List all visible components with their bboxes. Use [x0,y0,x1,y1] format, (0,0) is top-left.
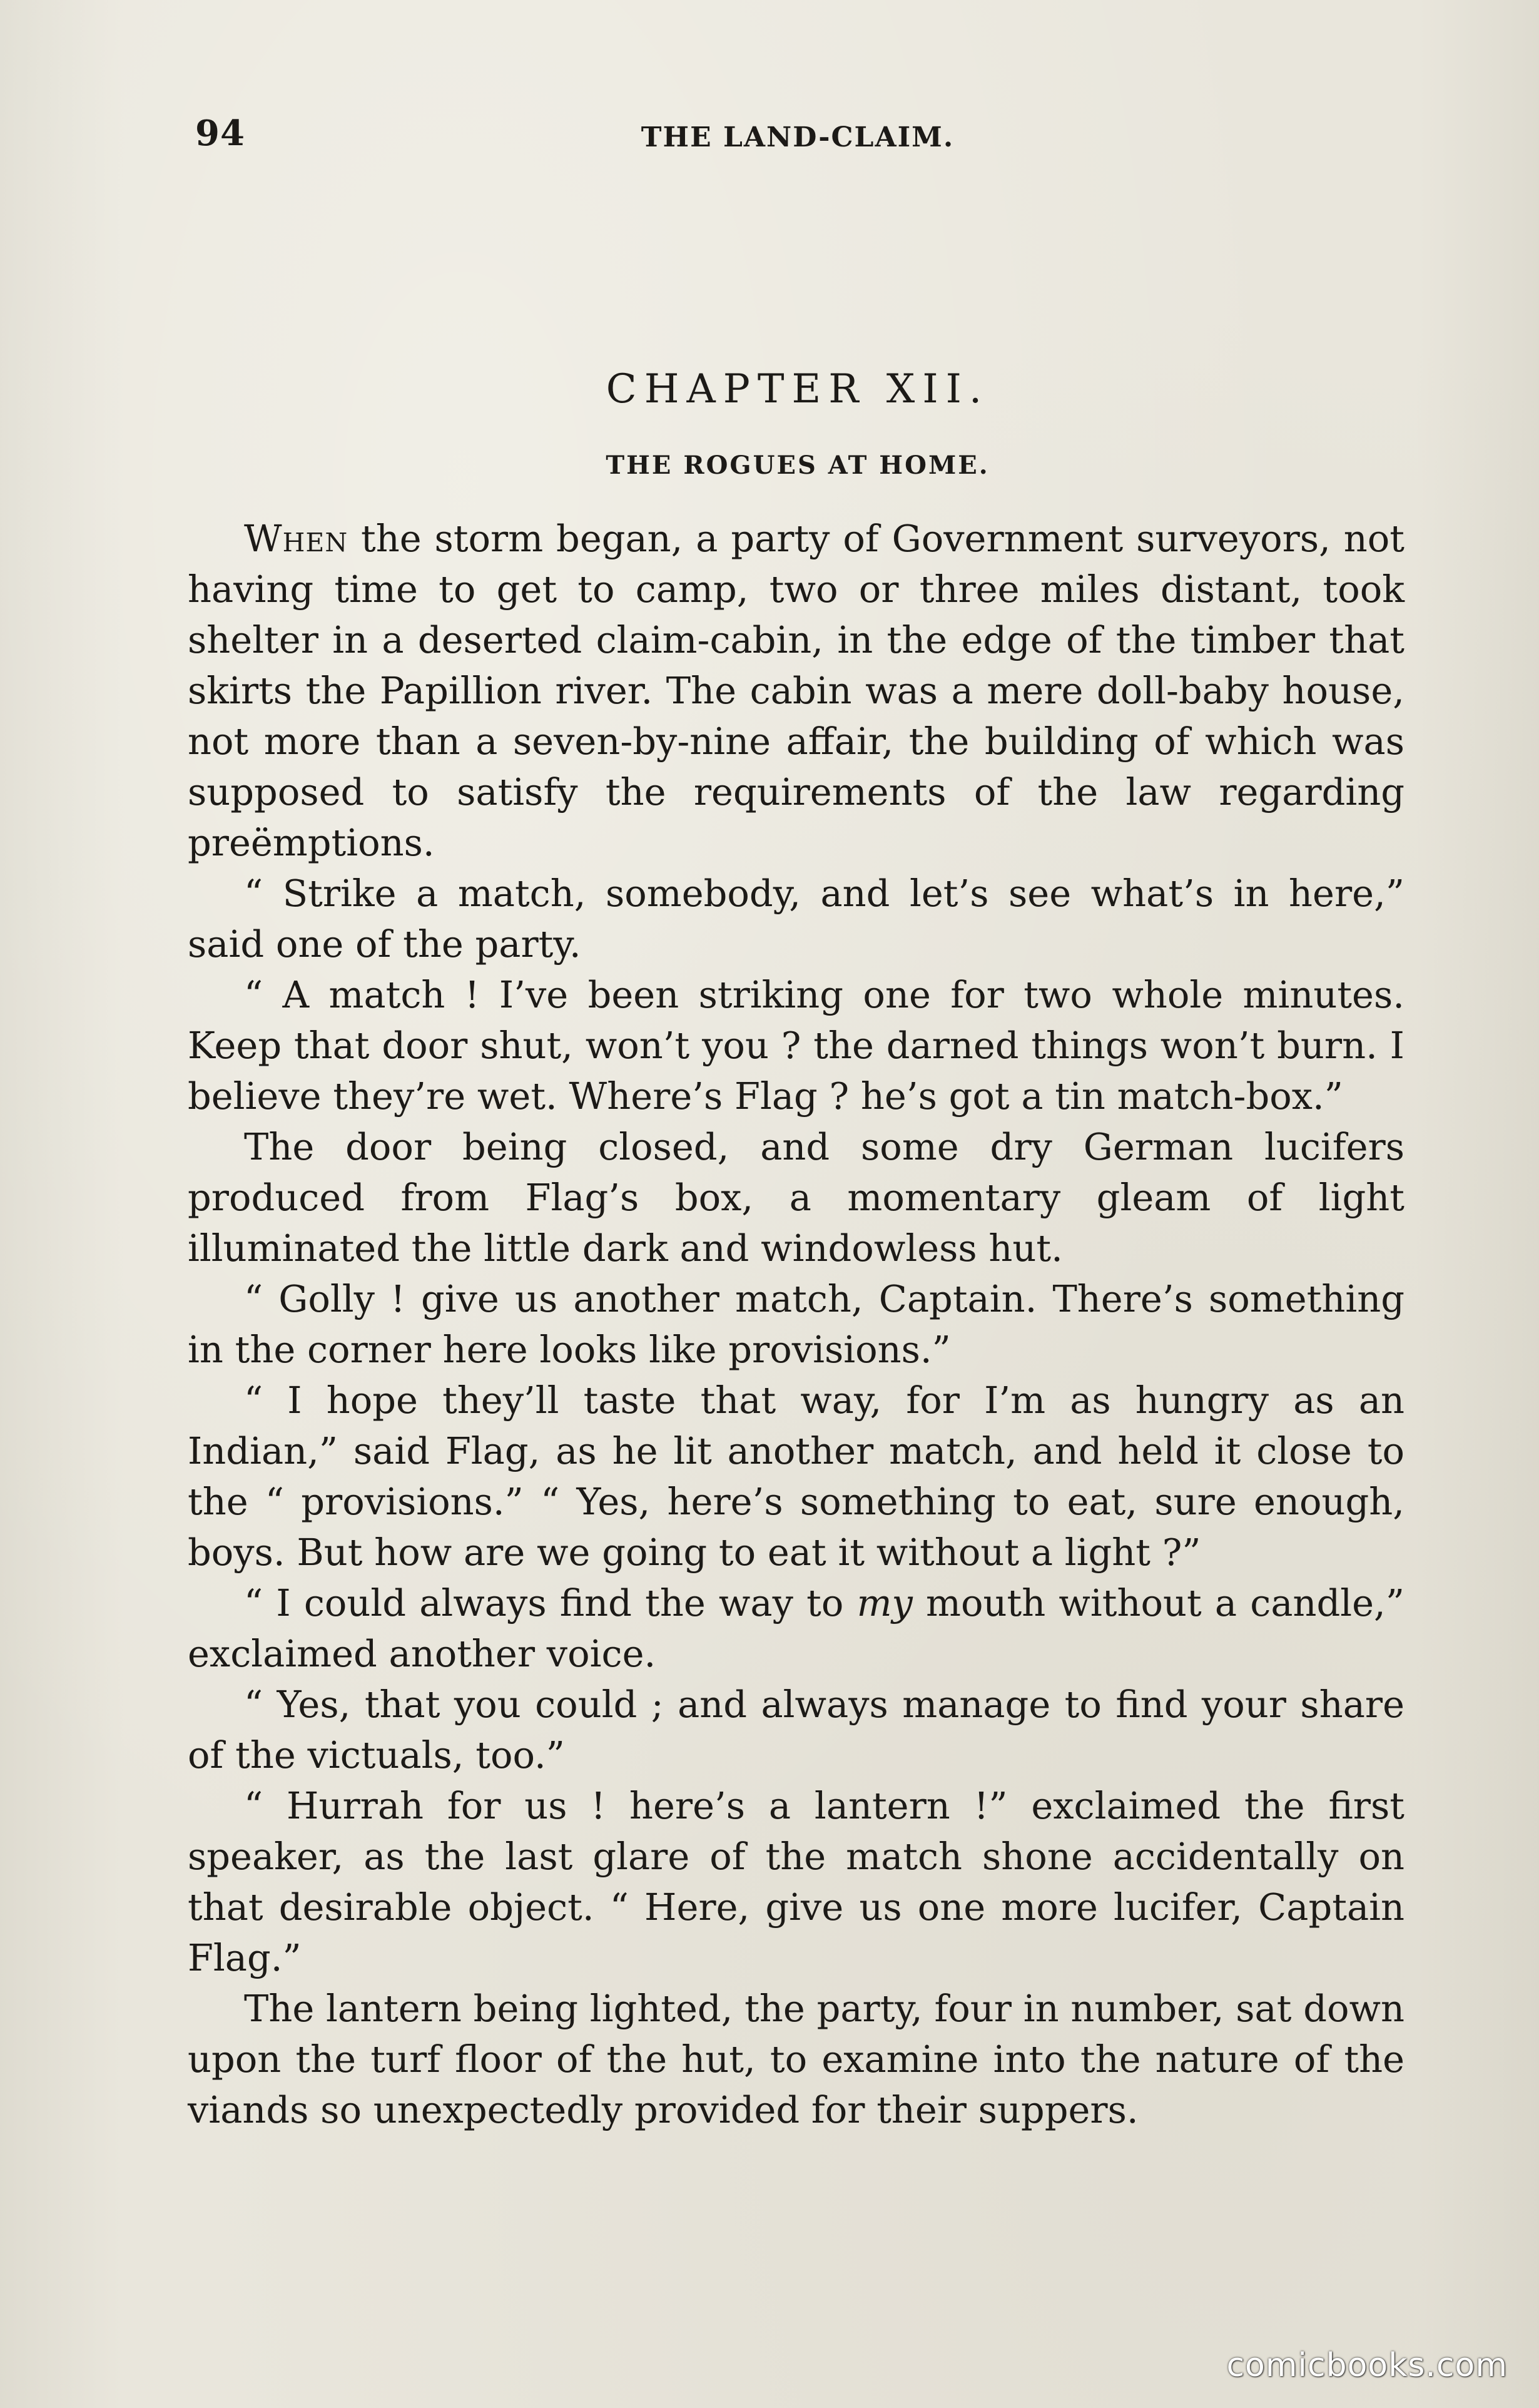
paragraph-5: “ Golly ! give us another match, Captain. There’s something in the corner here looks like provisions.” [188,1277,1404,1371]
paragraph-text-before: “ I could always find the way to [244,1581,857,1625]
paragraph-4: The door being closed, and some dry German lucifers produced from Flag’s box, a momentary gleam of light illuminated the little dark and windowless hut. [188,1125,1404,1270]
chapter-number-heading: CHAPTER XII. [606,366,990,412]
paragraph-9: “ Hurrah for us ! here’s a lantern !” exclaimed the first speaker, as the last glare of the match shone accidentally on that desirable object. “ Here, give us one more lucifer, Captain Flag.” [188,1784,1404,1979]
paragraph-10: The lantern being lighted, the party, four in number, sat down upon the turf floor of the hut, to examine into the nature of the viands so unexpectedly provided for their suppers. [188,1987,1404,2131]
paragraph-text: the storm began, a party of Government surveyors, not having time to get to camp, two or three miles distant, took shelter in a deserted claim-cabin, in the edge of the timber that skirts the Papillion river. The cabin was a mere doll-baby house, not more than a seven-by-nine affair, the building of which was supposed to satisfy the requirements of the law regarding preëmptions. [188,517,1404,864]
watermark-logo: comicbooks.com [1226,2347,1508,2384]
paragraph-3: “ A match ! I’ve been striking one for two whole minutes. Keep that door shut, won’t you ? the darned things won’t burn. I believe they’re wet. Where’s Flag ? he’s got a tin match-box.” [188,973,1404,1118]
emphasized-word: my [856,1581,913,1625]
paragraph-2: “ Strike a match, somebody, and let’s see what’s in here,” said one of the party. [188,872,1404,966]
paragraph-1 [188,513,1404,868]
chapter-body [188,513,1404,2135]
paragraph-8: “ Yes, that you could ; and always manage to find your share of the victuals, too.” [188,1683,1404,1777]
chapter-title: THE ROGUES AT HOME. [606,451,990,480]
paragraph-text-after: mouth without a candle,” exclaimed another voice. [188,1581,1404,1675]
lead-word: When [244,517,348,560]
page-number: 94 [195,113,245,154]
running-header [188,113,1408,163]
paragraph-6: “ I hope they’ll taste that way, for I’m as hungry as an Indian,” said Flag, as he lit another match, and held it close to the “ provisions.” “ Yes, here’s something to eat, sure enough, boys. But how are we going to eat it without a light ?” [188,1379,1404,1574]
running-title: THE LAND-CLAIM. [641,121,955,153]
paragraph-7 [188,1578,1404,1679]
